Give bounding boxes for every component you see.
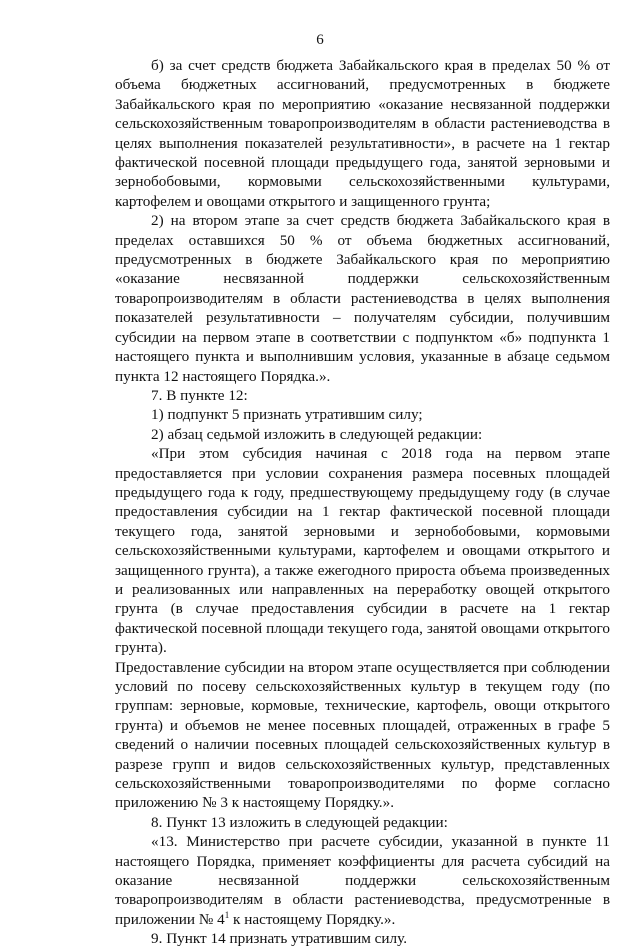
paragraph-item-7-subpoint-1: 1) подпункт 5 признать утратившим силу; xyxy=(151,406,423,424)
clause-13-text: «13. Министерство при расчете субсидии, указанной в пункте 11 настоящего Порядка, применяет коэффициенты для расчета субсидий на оказание несвязанной поддержки сельскохозяйственным товаропроизводителям в области растениеводства, предусмотренные в приложении № 4 xyxy=(115,833,610,928)
paragraph-item-9: 9. Пункт 14 признать утратившим силу. xyxy=(151,930,407,948)
page-number: 6 xyxy=(316,32,324,48)
paragraph-subpoint-b: б) за счет средств бюджета Забайкальского края в пределах 50 % от объема бюджетных ассигнований, предусмотренных в бюджете Забайкальского края по мероприятию «оказание несвязанной поддержки сельскохозяйственным товаропроизводителям в области растениеводства в целях выполнения показателей результативности», в расчете на 1 гектар фактической посевной площади предыдущего года, занятой зерновыми и зернобобовыми, кормовыми сельскохозяйственными культурами, картофелем и овощами открытого и защищенного грунта; xyxy=(115,57,610,210)
paragraph-quote-clause-12-continued: Предоставление субсидии на втором этапе осуществляется при соблюдении условий по посеву сельскохозяйственных культур в текущем году (по группам: зерновые, кормовые, технические, картофель, овощи открытого грунта) и объемов не менее посевных площадей, отраженных в графе 5 сведений о наличии посевных площадей сельскохозяйственных культур в разрезе групп и видов сельскохозяйственных культур, представленных сельскохозяйственными товаропроизводителями по форме согласно приложению № 3 к настоящему Порядку.». xyxy=(115,658,610,812)
paragraph-quote-clause-12: «При этом субсидия начиная с 2018 года на первом этапе предоставляется при условии сохранения размера посевных площадей предыдущего года к году, предшествующему предыдущему году (в случае предоставления субсидии на 1 гектар фактической посевной площади текущего года, занятой зерновыми и зернобобовыми, кормовыми сельскохозяйственными культурами, картофелем и овощами открытого и защищенного грунта), а также ежегодного прироста объема произведенных и реализованных или направленных на переработку овощей открытого грунта (в случае предоставления субсидии в расчете на 1 гектар фактической посевной площади текущего года, занятой овощами открытого грунта). xyxy=(115,445,610,657)
paragraph-stage-two: 2) на втором этапе за счет средств бюджета Забайкальского края в пределах оставшихся 50 % от объема бюджетных ассигнований, предусмотренных в бюджете Забайкальского края по мероприятию «оказание несвязанной поддержки сельскохозяйственным товаропроизводителям в области растениеводства в целях выполнения показателей результативности – получателям субсидии, получившим субсидии на первом этапе в соответствии с подпунктом «б» подпункта 1 настоящего пункта и выполнившим условия, указанные в абзаце седьмом пункта 12 настоящего Порядка.». xyxy=(115,212,610,385)
paragraph-quote-clause-13 xyxy=(115,832,610,929)
appendix-superscript: 1 xyxy=(224,909,230,920)
paragraph-item-7: 7. В пункте 12: xyxy=(151,386,248,404)
paragraph-item-7-subpoint-2: 2) абзац седьмой изложить в следующей редакции: xyxy=(151,425,483,443)
clause-13-tail: к настоящему Порядку.». xyxy=(229,910,396,928)
document-body xyxy=(115,56,610,949)
paragraph-item-8: 8. Пункт 13 изложить в следующей редакции: xyxy=(151,813,448,831)
